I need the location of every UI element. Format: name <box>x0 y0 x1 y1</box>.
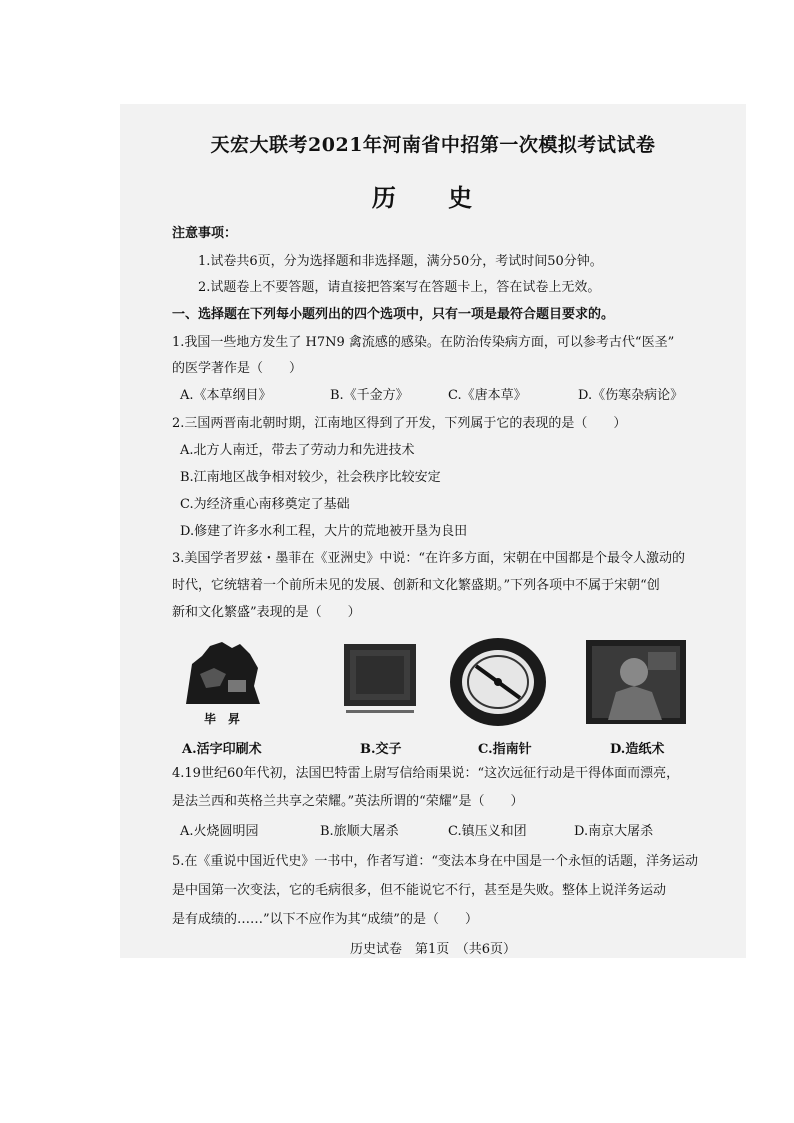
notice-item: 1.试卷共6页，分为选择题和非选择题，满分50分，考试时间50分钟。 <box>198 254 603 269</box>
question-3-line: 时代，它统辖着一个前所未见的发展、创新和文化繁盛期。”下列各项中不属于宋朝“创 <box>172 578 660 593</box>
q4-option-a: A.火烧圆明园 <box>180 824 259 839</box>
section-heading: 一、选择题在下列每小题列出的四个选项中，只有一项是最符合题目要求的。 <box>172 307 615 322</box>
q2-option-b: B.江南地区战争相对较少，社会秩序比较安定 <box>180 470 441 485</box>
q1-option-c: C.《唐本草》 <box>448 388 527 403</box>
question-1-line: 的医学著作是（ ） <box>172 361 303 376</box>
q3-option-c: C.指南针 <box>478 742 532 757</box>
question-5-line: 5.在《重说中国近代史》一书中，作者写道：“变法本身在中国是一个永恒的话题，洋务运动 <box>172 854 699 869</box>
q1-option-a: A.《本草纲目》 <box>180 388 272 403</box>
question-3-line: 3.美国学者罗兹・墨菲在《亚洲史》中说：“在许多方面，宋朝在中国都是个最令人激动的 <box>172 551 686 566</box>
question-4-line: 4.19世纪60年代初，法国巴特雷上尉写信给雨果说：“这次远征行动是干得体面而漂亮， <box>172 766 680 781</box>
q4-option-c: C.镇压义和团 <box>448 824 527 839</box>
q1-option-b: B.《千金方》 <box>330 388 409 403</box>
q4-option-d: D.南京大屠杀 <box>574 824 654 839</box>
question-4-line: 是法兰西和英格兰共享之荣耀。”英法所谓的“荣耀”是（ ） <box>172 794 524 809</box>
q3-option-b: B.交子 <box>360 742 402 757</box>
q1-option-d: D.《伤寒杂病论》 <box>578 388 684 403</box>
exam-title: 天宏大联考2021年河南省中招第一次模拟考试试卷 <box>210 134 656 156</box>
notice-heading: 注意事项： <box>172 226 238 241</box>
q4-option-b: B.旅顺大屠杀 <box>320 824 399 839</box>
q2-option-c: C.为经济重心南移奠定了基础 <box>180 497 350 512</box>
page-footer: 历史试卷 第1页 （共6页） <box>349 942 517 957</box>
q2-option-a: A.北方人南迁，带去了劳动力和先进技术 <box>180 443 415 458</box>
subject-title: 历 史 <box>371 183 495 212</box>
bi-sheng-statue-image <box>180 634 264 712</box>
question-5-line: 是有成绩的……”以下不应作为其“成绩”的是（ ） <box>172 912 478 927</box>
q3-option-d: D.造纸术 <box>610 742 665 757</box>
compass-image <box>448 636 548 728</box>
question-2-line: 2.三国两晋南北朝时期，江南地区得到了开发，下列属于它的表现的是（ ） <box>172 416 627 431</box>
paper-making-image <box>586 640 686 724</box>
question-3-line: 新和文化繁盛”表现的是（ ） <box>172 605 361 620</box>
notice-item: 2.试题卷上不要答题，请直接把答案写在答题卡上，答在试卷上无效。 <box>198 280 601 295</box>
question-5-line: 是中国第一次变法，它的毛病很多，但不能说它不行，甚至是失败。整体上说洋务运动 <box>172 883 667 898</box>
figure-a-inner-label: 毕 昇 <box>204 712 241 726</box>
jiaozi-banknote-image <box>342 642 418 716</box>
question-1-line: 1.我国一些地方发生了 H7N9 禽流感的感染。在防治传染病方面，可以参考古代“医圣” <box>172 335 675 350</box>
exam-page <box>120 104 746 958</box>
q3-option-a: A.活字印刷术 <box>182 742 262 757</box>
q2-option-d: D.修建了许多水利工程，大片的荒地被开垦为良田 <box>180 524 468 539</box>
